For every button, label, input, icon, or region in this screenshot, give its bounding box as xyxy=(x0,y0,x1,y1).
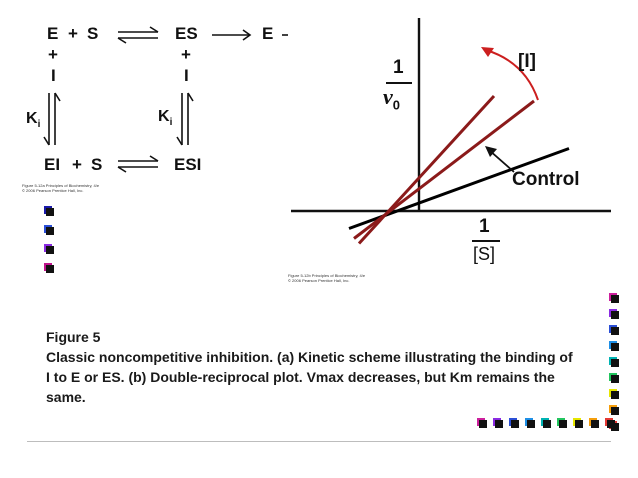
scheme-esi: ESI xyxy=(174,155,202,174)
bottom-decor-square xyxy=(509,418,517,426)
control-label: Control xyxy=(512,169,580,190)
left-decor-square xyxy=(44,244,52,252)
inhibitor-label: [I] xyxy=(518,51,536,72)
bottom-decor-square xyxy=(573,418,581,426)
scheme-s-bottom: S xyxy=(91,155,103,174)
left-decor-square xyxy=(44,263,52,271)
scheme-plus-top: + xyxy=(68,24,78,43)
right-decor-square xyxy=(609,309,617,317)
bottom-decor-square xyxy=(525,418,533,426)
x-axis-label-numerator: 1 xyxy=(479,216,490,237)
right-decor-square xyxy=(609,373,617,381)
right-decor-square xyxy=(609,389,617,397)
scheme-es: ES xyxy=(175,24,198,43)
scheme-plus-bottom: + xyxy=(72,155,82,174)
bottom-decor-square xyxy=(605,418,613,426)
scheme-plus-left: + xyxy=(48,45,58,64)
bottom-divider xyxy=(27,441,611,442)
x-axis-label-denominator: [S] xyxy=(473,244,496,264)
bottom-decor-square xyxy=(477,418,485,426)
caption-line-3: same. xyxy=(46,389,86,405)
figure-caption xyxy=(46,327,591,407)
scheme-credit: Figure 5-12a Principles of Biochemistry, 4/e © 2006 Pearson Prentice Hall, Inc. xyxy=(22,183,100,193)
caption-line-1: Classic noncompetitive inhibition. (a) Kinetic scheme illustrating the binding of xyxy=(46,349,573,365)
ki-left-label: $K_i$ xyxy=(26,110,41,131)
bottom-decor-square xyxy=(493,418,501,426)
bottom-decor-square xyxy=(541,418,549,426)
right-decor-square xyxy=(609,357,617,365)
bottom-decor-square xyxy=(557,418,565,426)
left-decor-square xyxy=(44,206,52,214)
right-decor-square xyxy=(609,341,617,349)
y-axis-label-denominator: $\nu_0$ xyxy=(383,84,400,113)
caption-line-2: I to E or ES. (b) Double-reciprocal plot. Vmax decreases, but Km remains the xyxy=(46,369,555,385)
scheme-ei: EI xyxy=(44,155,61,174)
y-axis-label-numerator: 1 xyxy=(393,57,404,78)
scheme-e-product: E xyxy=(262,24,274,43)
scheme-s-top: S xyxy=(87,24,99,43)
scheme-i-left: I xyxy=(51,66,56,85)
ki-right-label: $K_i$ xyxy=(158,108,173,129)
plot-credit: Figure 5-12b Principles of Biochemistry, 4/e © 2006 Pearson Prentice Hall, Inc. xyxy=(288,273,366,283)
caption-heading: Figure 5 xyxy=(46,329,101,345)
right-decor-square xyxy=(609,293,617,301)
scheme-plus-right: + xyxy=(181,45,191,64)
left-decor-square xyxy=(44,225,52,233)
right-decor-square xyxy=(609,405,617,413)
inhibited-line-2 xyxy=(359,96,494,244)
scheme-i-right: I xyxy=(184,66,189,85)
scheme-e: E xyxy=(47,24,59,43)
right-decor-square xyxy=(609,325,617,333)
bottom-decor-square xyxy=(589,418,597,426)
